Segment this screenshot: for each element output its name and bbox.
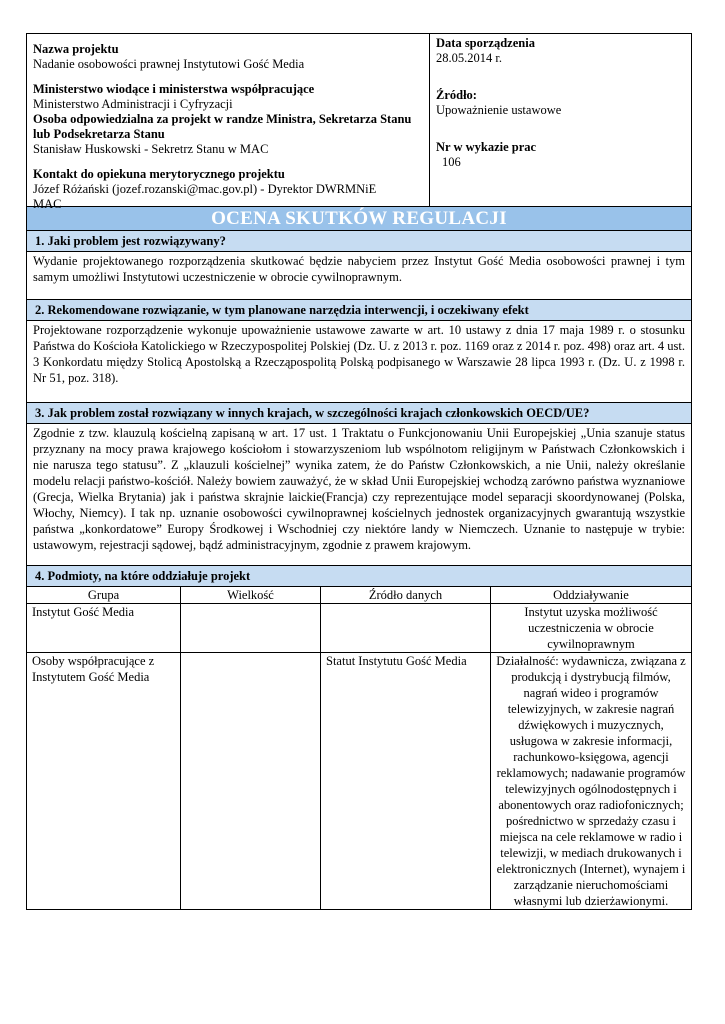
row-source	[321, 604, 491, 653]
list-number-label: Nr w wykazie prac	[436, 140, 537, 154]
responsible-label-cont: lub Podsekretarza Stanu	[33, 127, 165, 141]
contact-person: Józef Różański (jozef.rozanski@mac.gov.pl) - Dyrektor DWRMNiE	[33, 182, 377, 196]
section-2-heading: 2. Rekomendowane rozwiązanie, w tym planowane narzędzia interwencji, i oczekiwany efekt	[26, 300, 692, 321]
date-label: Data sporządzenia	[436, 36, 535, 50]
section-3-body: Zgodnie z tzw. klauzulą kościelną zapisaną w art. 17 ust. 1 Traktatu o Funkcjonowaniu Unii Europejskiej „Unia szanuje status przyznany na mocy prawa krajowego kościołom i stowarzyszeniom lub wspólnotom religijnym w Państwach Członkowskich i nie narusza tego statusu”. Z „klauzuli kościelnej” wynika zatem, że do Państw Członkowskich, a nie Unii, należy określanie modelu relacji państwo-kościół. Należy bowiem zauważyć, że w skład Unii Europejskiej wchodzą zarówno państwa wyznaniowe (Grecja, Wielka Brytania) jak i państwa skrajnie laickie(Francja) czy reprezentujące model separacji skoordynowanej (Polska, Włochy, Niemcy). I tak np. uznanie osobowości cywilnoprawnej kościelnych jednostek organizacyjnych gwarantują wszystkie państwa „konkordatowe” Europy Środkowej i Wschodniej czy niektóre landy w Niemczech. Uznanie to następuje w trybie: ustawowym, rejestracji sądowej, bądź administracyjnym, zgodnie z prawem krajowym.	[26, 424, 692, 566]
row-group: Instytut Gość Media	[27, 604, 181, 653]
responsible-label: Osoba odpowiedzialna za projekt w randze Ministra, Sekretarza Stanu	[33, 112, 412, 126]
responsible-person: Stanisław Huskowski - Sekretrz Stanu w MAC	[33, 142, 269, 156]
table-row	[27, 604, 692, 653]
section-2-body: Projektowane rozporządzenie wykonuje upoważnienie ustawowe zawarte w art. 10 ustawy z dnia 17 maja 1989 r. o stosunku Państwa do Kościoła Katolickiego w Rzeczypospolitej Polskiej (Dz. U. z 2013 r. poz. 1169 oraz z 2014 r. poz. 498) oraz art. 4 ust. 3 Konkordatu między Stolicą Apostolską a Rzecząpospolitą Polską podpisanego w Warszawie 28 lipca 1993 r. (Dz. U. z 1998 r. Nr 51, poz. 318).	[26, 321, 692, 403]
document-title: OCENA SKUTKÓW REGULACJI	[26, 207, 692, 231]
column-header-effect: Oddziaływanie	[491, 587, 692, 604]
column-header-source: Źródło danych	[321, 587, 491, 604]
contact-dept: MAC	[33, 197, 62, 211]
section-1-heading: 1. Jaki problem jest rozwiązywany?	[26, 231, 692, 252]
contact-label: Kontakt do opiekuna merytorycznego projektu	[33, 167, 285, 181]
ministry: Ministerstwo Administracji i Cyfryzacji	[33, 97, 233, 111]
project-name: Nadanie osobowości prawnej Instytutowi Gość Media	[33, 57, 305, 71]
section-3-heading: 3. Jak problem został rozwiązany w innych krajach, w szczególności krajach członkowskich OECD/UE?	[26, 403, 692, 424]
row-source: Statut Instytutu Gość Media	[321, 653, 491, 910]
section-1-body: Wydanie projektowanego rozporządzenia skutkować będzie nabyciem przez Instytut Gość Media osobowości prawnej i tym samym umożliwi Instytutowi uczestniczenie w obrocie cywilnoprawnym.	[26, 252, 692, 300]
header-block	[26, 33, 692, 211]
osr-form	[26, 33, 692, 910]
section-4-heading: 4. Podmioty, na które oddziałuje projekt	[26, 566, 692, 587]
source-label: Źródło:	[436, 88, 477, 102]
project-name-label: Nazwa projektu	[33, 42, 119, 56]
ministry-label: Ministerstwo wiodące i ministerstwa współpracujące	[33, 82, 315, 96]
column-header-size: Wielkość	[181, 587, 321, 604]
row-size	[181, 653, 321, 910]
impact-table-header	[27, 587, 692, 604]
row-size	[181, 604, 321, 653]
meta-info	[430, 34, 691, 206]
project-info	[27, 34, 430, 211]
column-header-group: Grupa	[27, 587, 181, 604]
row-effect: Działalność: wydawnicza, związana z produkcją i dystrybucją filmów, nagrań wideo i programów telewizyjnych, w zakresie nagrań dźwiękowych i muzycznych, usługowa w zakresie informacji, rachunkowo-księgowa, agencji reklamowych; nadawanie programów telewizyjnych ogólnodostępnych i abonentowych oraz radiofonicznych; pośrednictwo w sprzedaży czasu i miejsca na cele reklamowe w radio i telewizji, w mediach drukowanych i elektronicznych (Internet), wynajem i zarządzanie nieruchomościami własnymi lub dzierżawionymi.	[491, 653, 692, 910]
row-group: Osoby współpracujące z Instytutem Gość Media	[27, 653, 181, 910]
table-row	[27, 653, 692, 910]
date-value: 28.05.2014 r.	[436, 51, 502, 65]
row-effect: Instytut uzyska możliwość uczestniczenia w obrocie cywilnoprawnym	[491, 604, 692, 653]
source-value: Upoważnienie ustawowe	[436, 103, 562, 117]
impact-table	[26, 587, 692, 910]
list-number-value: 106	[442, 155, 461, 169]
